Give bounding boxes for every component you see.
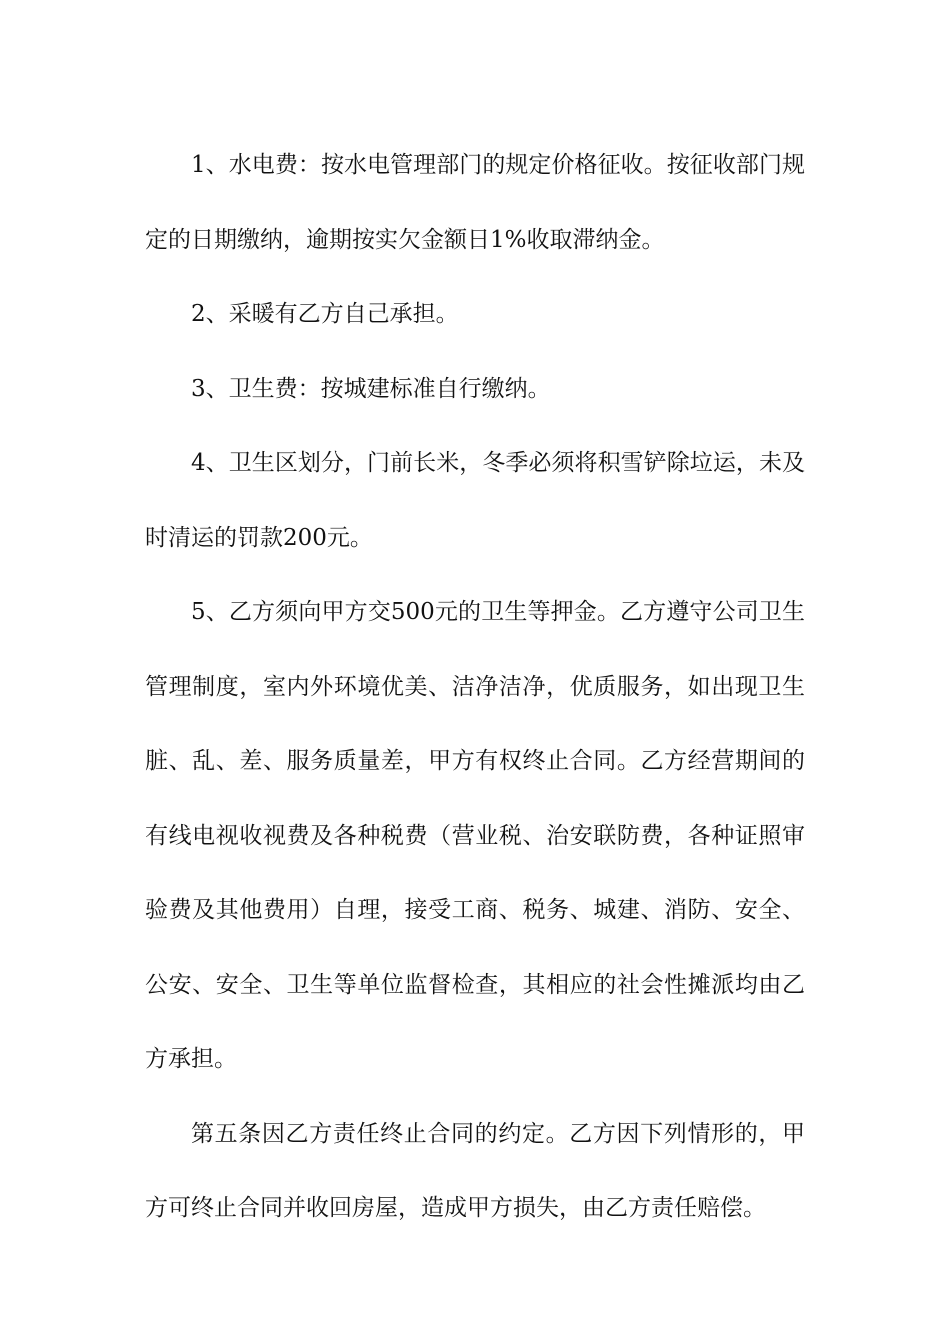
paragraph-deposit-and-taxes: 5、乙方须向甲方交500元的卫生等押金。乙方遵守公司卫生管理制度，室内外环境优美、洁净洁净，优质服务，如出现卫生脏、乱、差、服务质量差，甲方有权终止合同。乙方经营期间的有线电视收视费及各种税费（营业税、治安联防费，各种证照审验费及其他费用）自理，接受工商、税务、城建、消防、安全、公安、安全、卫生等单位监督检查，其相应的社会性摊派均由乙方承担。 (145, 599, 805, 1072)
document-body (145, 128, 805, 1246)
paragraph-article-five: 第五条因乙方责任终止合同的约定。乙方因下列情形的，甲方可终止合同并收回房屋，造成甲方损失，由乙方责任赔偿。 (145, 1120, 805, 1221)
paragraph-sanitation-fee: 3、卫生费：按城建标准自行缴纳。 (191, 375, 551, 402)
paragraph-utility-fees: 1、水电费：按水电管理部门的规定价格征收。按征收部门规定的日期缴纳，逾期按实欠金额日1%收取滞纳金。 (145, 152, 805, 253)
paragraph-sanitation-area: 4、卫生区划分，门前长米，冬季必须将积雪铲除垃运，未及时清运的罚款200元。 (145, 450, 805, 551)
paragraph-heating: 2、采暖有乙方自己承担。 (191, 301, 459, 327)
